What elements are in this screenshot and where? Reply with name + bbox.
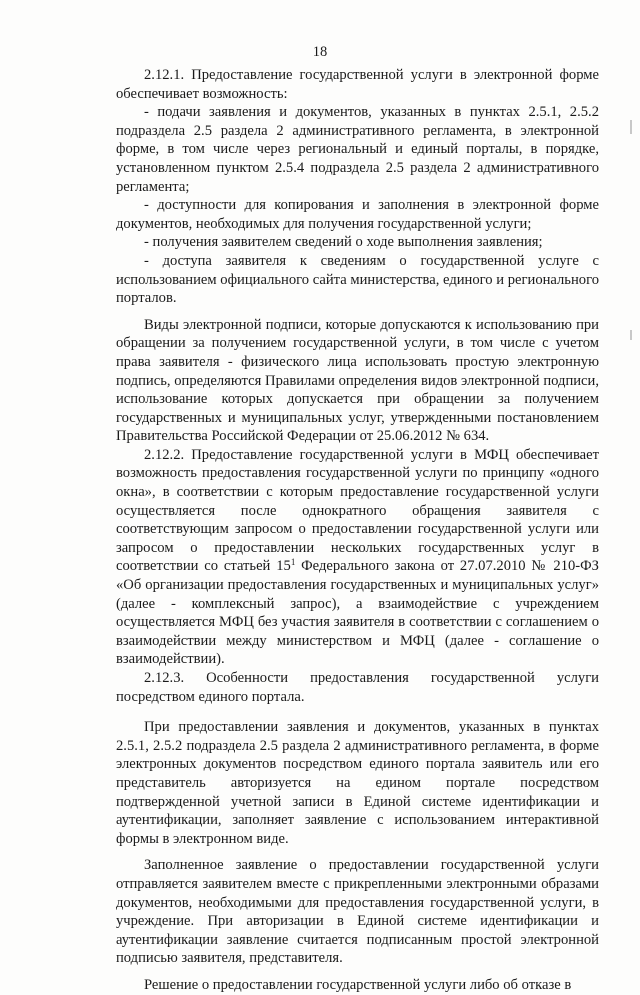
paragraph-filled-application: Заполненное заявление о предоставлении государственной услуги отправляется заявителем вместе с прикрепленными электронными образами документов, необходимыми для предоставления государственной услуги, в учреждение. При авторизации в Единой системе идентификации и аутентификации заявление считается подписанным простой электронной подписью заявителя, представителя. [116, 857, 599, 967]
paragraph-signature-types: Виды электронной подписи, которые допускаются к использованию при обращении за получением государственной услуги, в том числе с учетом права заявителя - физического лица использовать простую электронную подпись, определяются Правилами определения видов электронной подписи, использование которых допускается при обращении за получением государственных и муниципальных услуг, утвержденными постановлением Правительства Российской Федерации от 25.06.2012 № 634. [116, 316, 599, 445]
paragraph-2-12-2-part1: 2.12.2. Предоставление государственной услуги в МФЦ обеспечивает возможность предоставления государственной услуги по принципу «одного окна», в соответствии с которым предоставление государственной услуги осуществляется после однократного обращения заявителя с соответствующим запросом о предоставлении государственной услуги или запросом о предоставлении нескольких государственных услуг в соответствии со статьей 15 [116, 446, 599, 575]
paragraph-2-12-2 [116, 446, 599, 669]
scan-edge-mark [630, 120, 632, 134]
document-body [116, 66, 599, 995]
list-item-status: - получения заявителем сведений о ходе выполнения заявления; [144, 234, 543, 251]
scan-edge-mark [630, 330, 632, 340]
list-item-copying: - доступности для копирования и заполнения в электронной форме документов, необходимых для получения государственной услуги; [116, 197, 599, 232]
article-superscript: 1 [290, 557, 296, 568]
page-number: 18 [312, 44, 328, 60]
paragraph-2-12-3: 2.12.3. Особенности предоставления государственной услуги посредством единого портала. [116, 670, 599, 705]
list-item-submission: - подачи заявления и документов, указанных в пунктах 2.5.1, 2.5.2 подраздела 2.5 раздела 2 административного регламента, в электронной форме, в том числе через региональный и единый порталы, в порядке, установленном пунктом 2.5.4 подраздела 2.5 раздела 2 административного регламента; [116, 104, 599, 195]
paragraph-2-12-1: 2.12.1. Предоставление государственной услуги в электронной форме обеспечивает возможность: [116, 67, 599, 102]
paragraph-2-12-2-part2: Федерального закона от 27.07.2010 № 210-ФЗ «Об организации предоставления государственных и муниципальных услуг» (далее - комплексный запрос), а взаимодействие с учреждением осуществляется МФЦ без участия заявителя в соответствии с соглашением о взаимодействии между министерством и МФЦ (далее - соглашение о взаимодействии). [116, 558, 599, 668]
paragraph-decision: Решение о предоставлении государственной услуги либо об отказе в [144, 976, 572, 993]
paragraph-portal-submission: При предоставлении заявления и документов, указанных в пунктах 2.5.1, 2.5.2 подраздела 2.5 раздела 2 административного регламента, в форме электронных документов посредством единого портала заявитель или его представитель авторизуется на едином портале посредством подтвержденной учетной записи в Единой системе идентификации и аутентификации, заполняет заявление с использованием интерактивной формы в электронном виде. [116, 719, 599, 847]
list-item-access: - доступа заявителя к сведениям о государственной услуге с использованием официального сайта министерства, единого и регионального порталов. [116, 252, 599, 307]
